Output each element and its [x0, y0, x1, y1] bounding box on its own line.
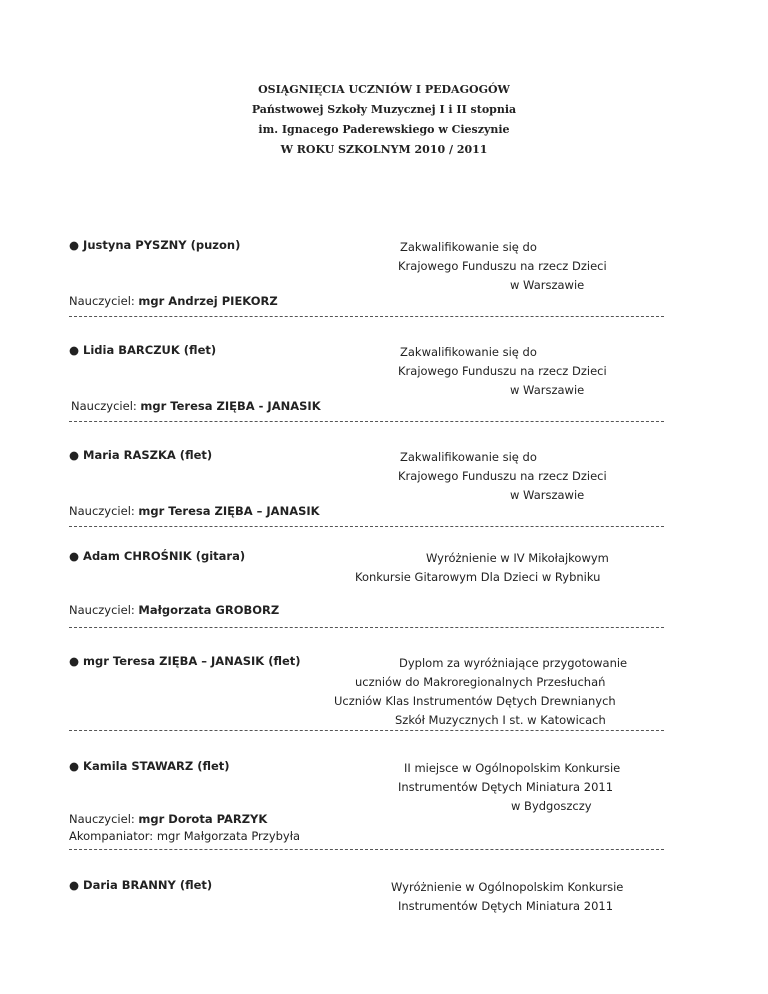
- separator: [69, 849, 664, 850]
- award-line: Szkół Muzycznych I st. w Katowicach: [395, 713, 606, 727]
- student-name: ● Maria RASZKA (flet): [69, 448, 213, 462]
- teacher-line: [69, 504, 320, 518]
- award-line: Wyróżnienie w Ogólnopolskim Konkursie: [391, 880, 624, 894]
- teacher-label: Nauczyciel:: [69, 603, 135, 617]
- student-name: ● Adam CHROŚNIK (gitara): [69, 549, 246, 563]
- award-line: Zakwalifikowanie się do: [400, 450, 537, 464]
- award-line: Uczniów Klas Instrumentów Dętych Drewnianych: [334, 694, 616, 708]
- award-line: w Warszawie: [510, 278, 585, 292]
- student-name: ● Kamila STAWARZ (flet): [69, 759, 230, 773]
- teacher-line: [69, 603, 279, 617]
- award-line: Wyróżnienie w IV Mikołajkowym: [426, 551, 609, 565]
- teacher-line: [71, 399, 321, 413]
- award-line: Zakwalifikowanie się do: [400, 345, 537, 359]
- teacher-name: Małgorzata GROBORZ: [138, 603, 280, 617]
- teacher-name: mgr Teresa ZIĘBA - JANASIK: [140, 399, 321, 413]
- document-header: [0, 80, 768, 160]
- award-line: Krajowego Funduszu na rzecz Dzieci: [398, 364, 607, 378]
- teacher-line: [69, 294, 278, 308]
- award-line: Krajowego Funduszu na rzecz Dzieci: [398, 259, 607, 273]
- school-name: Państwowej Szkoły Muzycznej I i II stopnia: [251, 103, 517, 116]
- student-name: ● Lidia BARCZUK (flet): [69, 343, 217, 357]
- award-line: Krajowego Funduszu na rzecz Dzieci: [398, 469, 607, 483]
- separator: [69, 316, 664, 317]
- title: OSIĄGNIĘCIA UCZNIÓW I PEDAGOGÓW: [258, 83, 510, 96]
- student-name: ● Daria BRANNY (flet): [69, 878, 213, 892]
- award-line: II miejsce w Ogólnopolskim Konkursie: [404, 761, 621, 775]
- award-line: Zakwalifikowanie się do: [400, 240, 537, 254]
- award-line: Dyplom za wyróżniające przygotowanie: [399, 656, 628, 670]
- separator: [69, 421, 664, 422]
- teacher-label: Nauczyciel:: [71, 399, 137, 413]
- teacher-line: [69, 812, 267, 826]
- award-line: Konkursie Gitarowym Dla Dzieci w Rybniku: [355, 570, 601, 584]
- teacher-label: Nauczyciel:: [69, 812, 135, 826]
- separator: [69, 627, 664, 628]
- school-year: W ROKU SZKOLNYM 2010 / 2011: [280, 143, 488, 156]
- school-patron: im. Ignacego Paderewskiego w Cieszynie: [258, 123, 510, 136]
- separator: [69, 526, 664, 527]
- award-line: Instrumentów Dętych Miniatura 2011: [398, 899, 614, 913]
- award-line: w Warszawie: [510, 488, 585, 502]
- teacher-label: Nauczyciel:: [69, 294, 135, 308]
- accompanist-line: Akompaniator: mgr Małgorzata Przybyła: [69, 829, 301, 843]
- award-line: w Bydgoszczy: [511, 799, 592, 813]
- teacher-label: Nauczyciel:: [69, 504, 135, 518]
- teacher-name: mgr Teresa ZIĘBA – JANASIK: [138, 504, 320, 518]
- award-line: uczniów do Makroregionalnych Przesłuchań: [355, 675, 606, 689]
- teacher-award-name: ● mgr Teresa ZIĘBA – JANASIK (flet): [69, 654, 301, 668]
- student-name: ● Justyna PYSZNY (puzon): [69, 238, 241, 252]
- award-line: w Warszawie: [510, 383, 585, 397]
- teacher-name: mgr Andrzej PIEKORZ: [138, 294, 278, 308]
- award-line: Instrumentów Dętych Miniatura 2011: [398, 780, 614, 794]
- teacher-name: mgr Dorota PARZYK: [138, 812, 268, 826]
- separator: [69, 730, 664, 731]
